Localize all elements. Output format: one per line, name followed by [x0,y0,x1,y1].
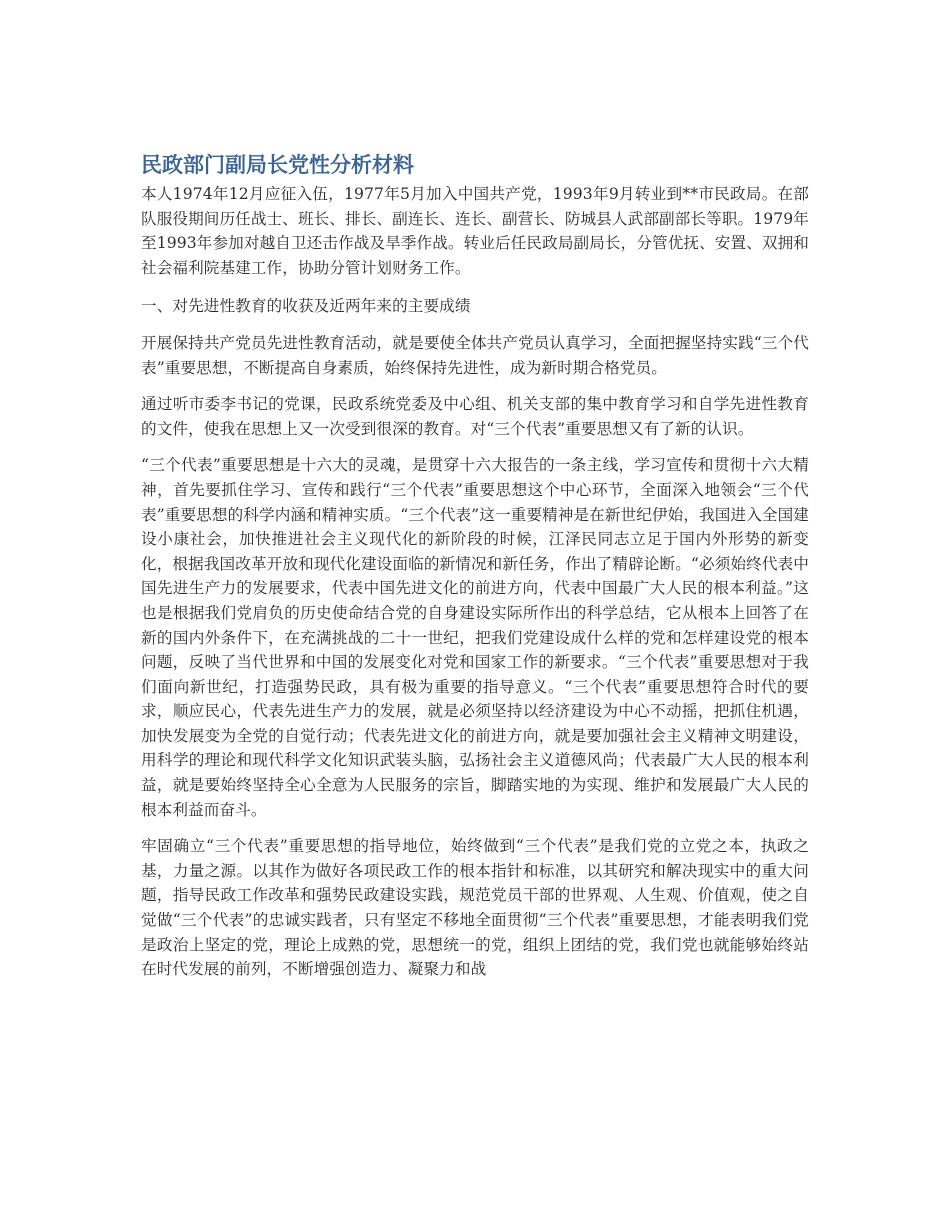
document-title: 民政部门副局长党性分析材料 [141,153,414,177]
paragraph: 牢固确立“三个代表”重要思想的指导地位，始终做到“三个代表”是我们党的立党之本，执政之基，力量之源。以其作为做好各项民政工作的根本指针和标准，以其研究和解决现实中的重大问题，指导民政工作改革和强势民政建设实践，规范党员干部的世界观、人生观、价值观，使之自觉做“三个代表”的忠诚实践者，只有坚定不移地全面贯彻“三个代表”重要思想，才能表明我们党是政治上坚定的党，理论上成熟的党，思想统一的党，组织上团结的党，我们党也就能够始终站在时代发展的前列，不断增强创造力、凝聚力和战 [141,837,809,979]
paragraph: 开展保持共产党员先进性教育活动，就是要使全体共产党员认真学习，全面把握坚持实践“三个代表”重要思想，不断提高自身素质，始终保持先进性，成为新时期合格党员。 [141,333,809,377]
section-heading: 一、对先进性教育的收获及近两年来的主要成绩 [141,297,471,316]
paragraph: 通过听市委李书记的党课，民政系统党委及中心组、机关支部的集中教育学习和自学先进性教育的文件，使我在思想上又一次受到很深的教育。对“三个代表”重要思想又有了新的认识。 [141,395,809,438]
document-page [141,150,809,994]
paragraph-intro: 本人1974年12月应征入伍，1977年5月加入中国共产党，1993年9月转业到**市民政局。在部队服役期间历任战士、班长、排长、副连长、连长、副营长、防城县人武部副部长等职。1979年至1993年参加对越自卫还击作战及旱季作战。转业后任民政局副局长，分管优抚、安置、双拥和社会福利院基建工作，协助分管计划财务工作。 [141,185,809,277]
paragraph: “三个代表”重要思想是十六大的灵魂，是贯穿十六大报告的一条主线，学习宣传和贯彻十六大精神，首先要抓住学习、宣传和践行“三个代表”重要思想这个中心环节，全面深入地领会“三个代表”重要思想的科学内涵和精神实质。“三个代表”这一重要精神是在新世纪伊始，我国进入全国建设小康社会，加快推进社会主义现代化的新阶段的时候，江泽民同志立足于国内外形势的新变化，根据我国改革开放和现代化建设面临的新情况和新任务，作出了精辟论断。“必须始终代表中国先进生产力的发展要求，代表中国先进文化的前进方向，代表中国最广大人民的根本利益。”这也是根据我们党肩负的历史使命结合党的自身建设实际所作出的科学总结，它从根本上回答了在新的国内外条件下，在充满挑战的二十一世纪，把我们党建设成什么样的党和怎样建设党的根本问题，反映了当代世界和中国的发展变化对党和国家工作的新要求。“三个代表”重要思想对于我们面向新世纪，打造强势民政，具有极为重要的指导意义。“三个代表”重要思想符合时代的要求，顺应民心，代表先进生产力的发展，就是必须坚持以经济建设为中心不动摇，把抓住机遇，加快发展变为全党的自觉行动；代表先进文化的前进方向，就是要加强社会主义精神文明建设，用科学的理论和现代科学文化知识武装头脑，弘扬社会主义道德风尚；代表最广大人民的根本利益，就是要始终坚持全心全意为人民服务的宗旨，脚踏实地的为实现、维护和发展最广大人民的根本利益而奋斗。 [141,456,809,819]
